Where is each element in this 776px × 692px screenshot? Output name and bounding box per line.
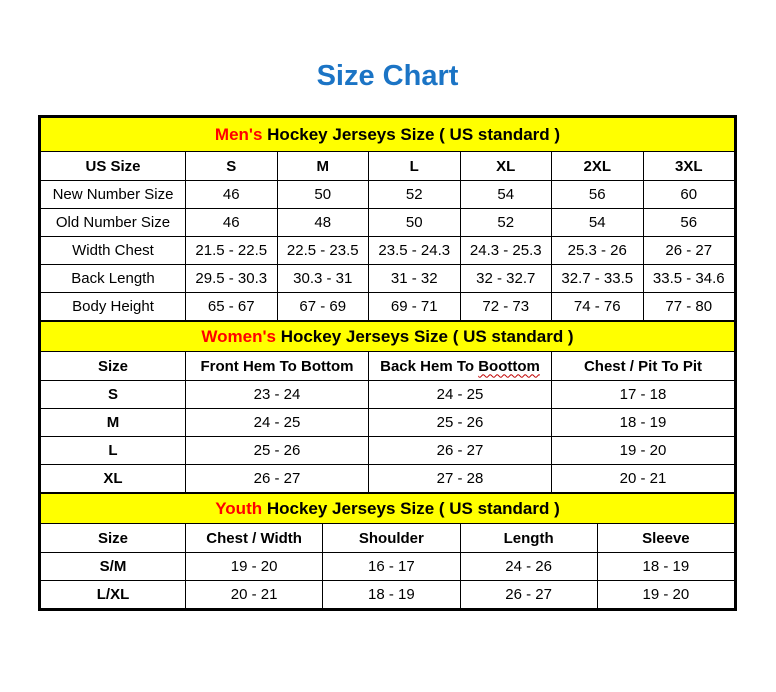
mens-cell: 52 — [460, 209, 552, 237]
mens-cell: 25.3 - 26 — [552, 237, 644, 265]
mens-row-label: Body Height — [41, 293, 186, 321]
mens-row-label: New Number Size — [41, 181, 186, 209]
mens-cell: 50 — [369, 209, 461, 237]
youth-size-table — [40, 493, 735, 609]
mens-cell: 65 - 67 — [186, 293, 278, 321]
mens-col-header: L — [369, 152, 461, 181]
mens-table-row — [41, 237, 735, 265]
womens-cell: 26 - 27 — [186, 465, 369, 493]
mens-cell: 30.3 - 31 — [277, 265, 369, 293]
size-chart-content — [38, 60, 737, 611]
mens-table-row — [41, 293, 735, 321]
mens-cell: 26 - 27 — [643, 237, 735, 265]
mens-cell: 31 - 32 — [369, 265, 461, 293]
womens-cell: 26 - 27 — [369, 437, 552, 465]
mens-col-header: US Size — [41, 152, 186, 181]
youth-section-header — [41, 494, 735, 524]
youth-row-label: L/XL — [41, 581, 186, 609]
womens-col-header: Front Hem To Bottom — [186, 352, 369, 381]
mens-cell: 24.3 - 25.3 — [460, 237, 552, 265]
youth-cell: 24 - 26 — [460, 553, 597, 581]
youth-cell: 19 - 20 — [186, 553, 323, 581]
mens-cell: 21.5 - 22.5 — [186, 237, 278, 265]
womens-table-row — [41, 409, 735, 437]
youth-table-row — [41, 581, 735, 609]
mens-cell: 67 - 69 — [277, 293, 369, 321]
mens-cell: 50 — [277, 181, 369, 209]
womens-cell: 25 - 26 — [186, 437, 369, 465]
womens-section-title: Hockey Jerseys Size ( US standard ) — [280, 326, 574, 346]
youth-cell: 19 - 20 — [597, 581, 734, 609]
youth-col-header: Shoulder — [323, 524, 460, 553]
mens-col-header: 2XL — [552, 152, 644, 181]
youth-cell: 16 - 17 — [323, 553, 460, 581]
mens-cell: 60 — [643, 181, 735, 209]
mens-cell: 69 - 71 — [369, 293, 461, 321]
womens-header-row — [41, 352, 735, 381]
womens-cell: 17 - 18 — [552, 381, 735, 409]
youth-row-label: S/M — [41, 553, 186, 581]
mens-cell: 46 — [186, 209, 278, 237]
mens-band-row — [41, 118, 735, 152]
womens-table-row — [41, 381, 735, 409]
youth-header-row — [41, 524, 735, 553]
womens-row-label: S — [41, 381, 186, 409]
womens-cell: 19 - 20 — [552, 437, 735, 465]
mens-header-row — [41, 152, 735, 181]
mens-col-header: S — [186, 152, 278, 181]
womens-section-accent: Women's — [201, 326, 276, 346]
womens-row-label: XL — [41, 465, 186, 493]
mens-section-header — [41, 118, 735, 152]
youth-col-header: Length — [460, 524, 597, 553]
mens-cell: 48 — [277, 209, 369, 237]
mens-cell: 32 - 32.7 — [460, 265, 552, 293]
womens-size-table — [40, 321, 735, 493]
youth-col-header: Size — [41, 524, 186, 553]
womens-row-label: L — [41, 437, 186, 465]
womens-band-row — [41, 322, 735, 352]
mens-section-accent: Men's — [214, 124, 263, 144]
mens-row-label: Width Chest — [41, 237, 186, 265]
youth-col-header: Chest / Width — [186, 524, 323, 553]
womens-table-row — [41, 465, 735, 493]
mens-size-table — [40, 117, 735, 321]
youth-cell: 20 - 21 — [186, 581, 323, 609]
mens-cell: 54 — [552, 209, 644, 237]
womens-col-header: Size — [41, 352, 186, 381]
mens-section-title: Hockey Jerseys Size ( US standard ) — [267, 124, 561, 144]
mens-cell: 54 — [460, 181, 552, 209]
womens-section-header — [41, 322, 735, 352]
mens-cell: 46 — [186, 181, 278, 209]
youth-section-accent: Youth — [215, 498, 263, 518]
mens-cell: 22.5 - 23.5 — [277, 237, 369, 265]
womens-col-header-misspelled-word: Boottom — [478, 357, 540, 375]
page-title: Size Chart — [316, 60, 459, 92]
womens-cell: 24 - 25 — [369, 381, 552, 409]
mens-table-row — [41, 209, 735, 237]
mens-table-row — [41, 181, 735, 209]
youth-section-title: Hockey Jerseys Size ( US standard ) — [266, 498, 560, 518]
youth-cell: 18 - 19 — [597, 553, 734, 581]
womens-cell: 18 - 19 — [552, 409, 735, 437]
mens-cell: 77 - 80 — [643, 293, 735, 321]
mens-cell: 74 - 76 — [552, 293, 644, 321]
womens-cell: 20 - 21 — [552, 465, 735, 493]
mens-cell: 32.7 - 33.5 — [552, 265, 644, 293]
womens-cell: 27 - 28 — [369, 465, 552, 493]
mens-cell: 52 — [369, 181, 461, 209]
womens-cell: 25 - 26 — [369, 409, 552, 437]
mens-cell: 23.5 - 24.3 — [369, 237, 461, 265]
youth-col-header: Sleeve — [597, 524, 734, 553]
mens-row-label: Back Length — [41, 265, 186, 293]
womens-col-header: Chest / Pit To Pit — [552, 352, 735, 381]
youth-cell: 18 - 19 — [323, 581, 460, 609]
mens-col-header: XL — [460, 152, 552, 181]
womens-table-row — [41, 437, 735, 465]
womens-cell: 24 - 25 — [186, 409, 369, 437]
womens-row-label: M — [41, 409, 186, 437]
womens-col-header-prefix: Back Hem To — [380, 357, 475, 375]
mens-cell: 29.5 - 30.3 — [186, 265, 278, 293]
mens-cell: 56 — [552, 181, 644, 209]
mens-cell: 56 — [643, 209, 735, 237]
womens-cell: 23 - 24 — [186, 381, 369, 409]
mens-col-header: M — [277, 152, 369, 181]
mens-table-row — [41, 265, 735, 293]
womens-col-header — [369, 352, 552, 381]
youth-band-row — [41, 494, 735, 524]
mens-row-label: Old Number Size — [41, 209, 186, 237]
size-tables-block — [38, 115, 737, 611]
mens-cell: 33.5 - 34.6 — [643, 265, 735, 293]
youth-cell: 26 - 27 — [460, 581, 597, 609]
youth-table-row — [41, 553, 735, 581]
mens-col-header: 3XL — [643, 152, 735, 181]
mens-cell: 72 - 73 — [460, 293, 552, 321]
